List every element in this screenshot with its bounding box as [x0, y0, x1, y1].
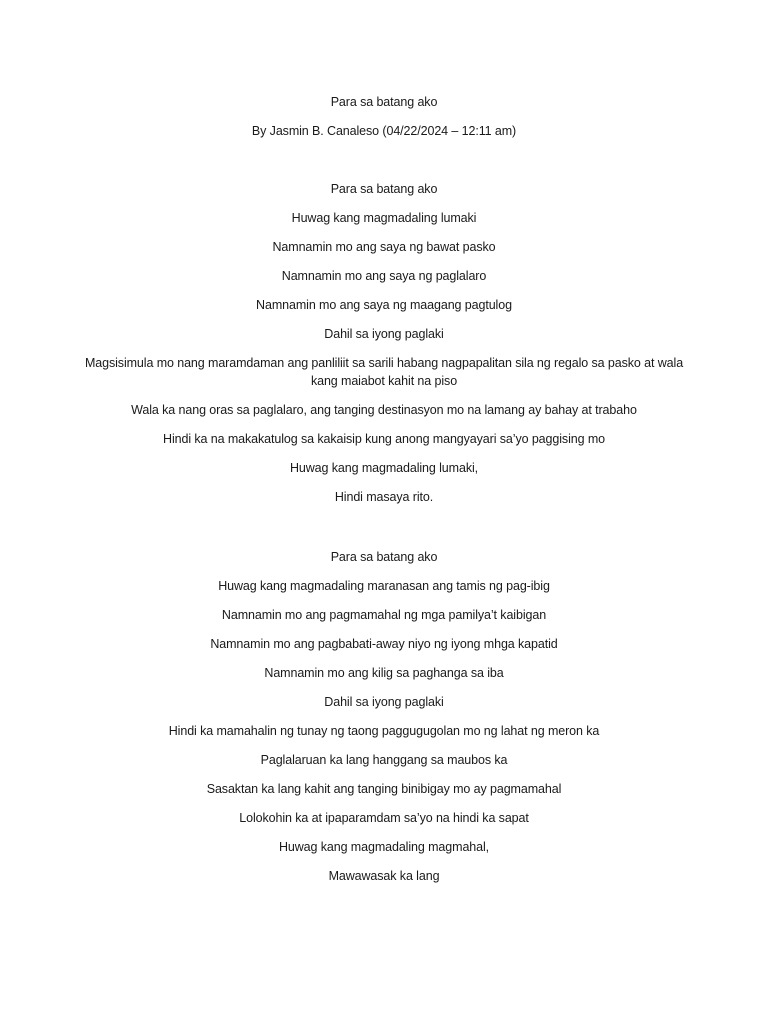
- stanza-line: Para sa batang ako: [330, 182, 438, 196]
- poem-byline: By Jasmin B. Canaleso (04/22/2024 – 12:11 am): [251, 124, 517, 138]
- stanza-line: Mawawasak ka lang: [328, 869, 440, 883]
- stanza-line: Namnamin mo ang pagmamahal ng mga pamilya’t kaibigan: [221, 608, 547, 622]
- stanza-line: Magsisimula mo nang maramdaman ang panliliit sa sarili habang nagpapalitan sila ng regalo sa pasko at wala kang maiabot kahit na piso: [84, 356, 684, 388]
- stanza-line: Wala ka nang oras sa paglalaro, ang tanging destinasyon mo na lamang ay bahay at trabaho: [131, 403, 637, 417]
- stanza-line: Para sa batang ako: [330, 550, 438, 564]
- poem-header: [80, 93, 688, 151]
- stanza-1: [80, 180, 688, 517]
- stanza-line: Hindi masaya rito.: [334, 490, 434, 504]
- stanza-line: Namnamin mo ang kilig sa paghanga sa iba: [264, 666, 504, 680]
- stanza-2: [80, 548, 688, 896]
- stanza-line: Namnamin mo ang pagbabati-away niyo ng iyong mhga kapatid: [210, 637, 558, 651]
- stanza-line: Namnamin mo ang saya ng bawat pasko: [272, 240, 496, 254]
- stanza-line: Sasaktan ka lang kahit ang tanging binibigay mo ay pagmamahal: [206, 782, 562, 796]
- stanza-line: Namnamin mo ang saya ng paglalaro: [281, 269, 487, 283]
- stanza-line: Namnamin mo ang saya ng maagang pagtulog: [256, 298, 512, 312]
- stanza-line: Dahil sa iyong paglaki: [324, 695, 444, 709]
- stanza-line: Huwag kang magmadaling lumaki: [291, 211, 477, 225]
- stanza-line: Huwag kang magmadaling maranasan ang tamis ng pag-ibig: [218, 579, 550, 593]
- stanza-line: Dahil sa iyong paglaki: [324, 327, 444, 341]
- stanza-line: Huwag kang magmadaling lumaki,: [289, 461, 479, 475]
- stanza-line: Huwag kang magmadaling magmahal,: [278, 840, 490, 854]
- poem-title: Para sa batang ako: [330, 95, 438, 109]
- stanza-line: Paglalaruan ka lang hanggang sa maubos ka: [260, 753, 508, 767]
- stanza-line: Hindi ka mamahalin ng tunay ng taong paggugugolan mo ng lahat ng meron ka: [168, 724, 600, 738]
- stanza-line: Lolokohin ka at ipaparamdam sa’yo na hindi ka sapat: [239, 811, 529, 825]
- stanza-line: Hindi ka na makakatulog sa kakaisip kung anong mangyayari sa’yo paggising mo: [163, 432, 605, 446]
